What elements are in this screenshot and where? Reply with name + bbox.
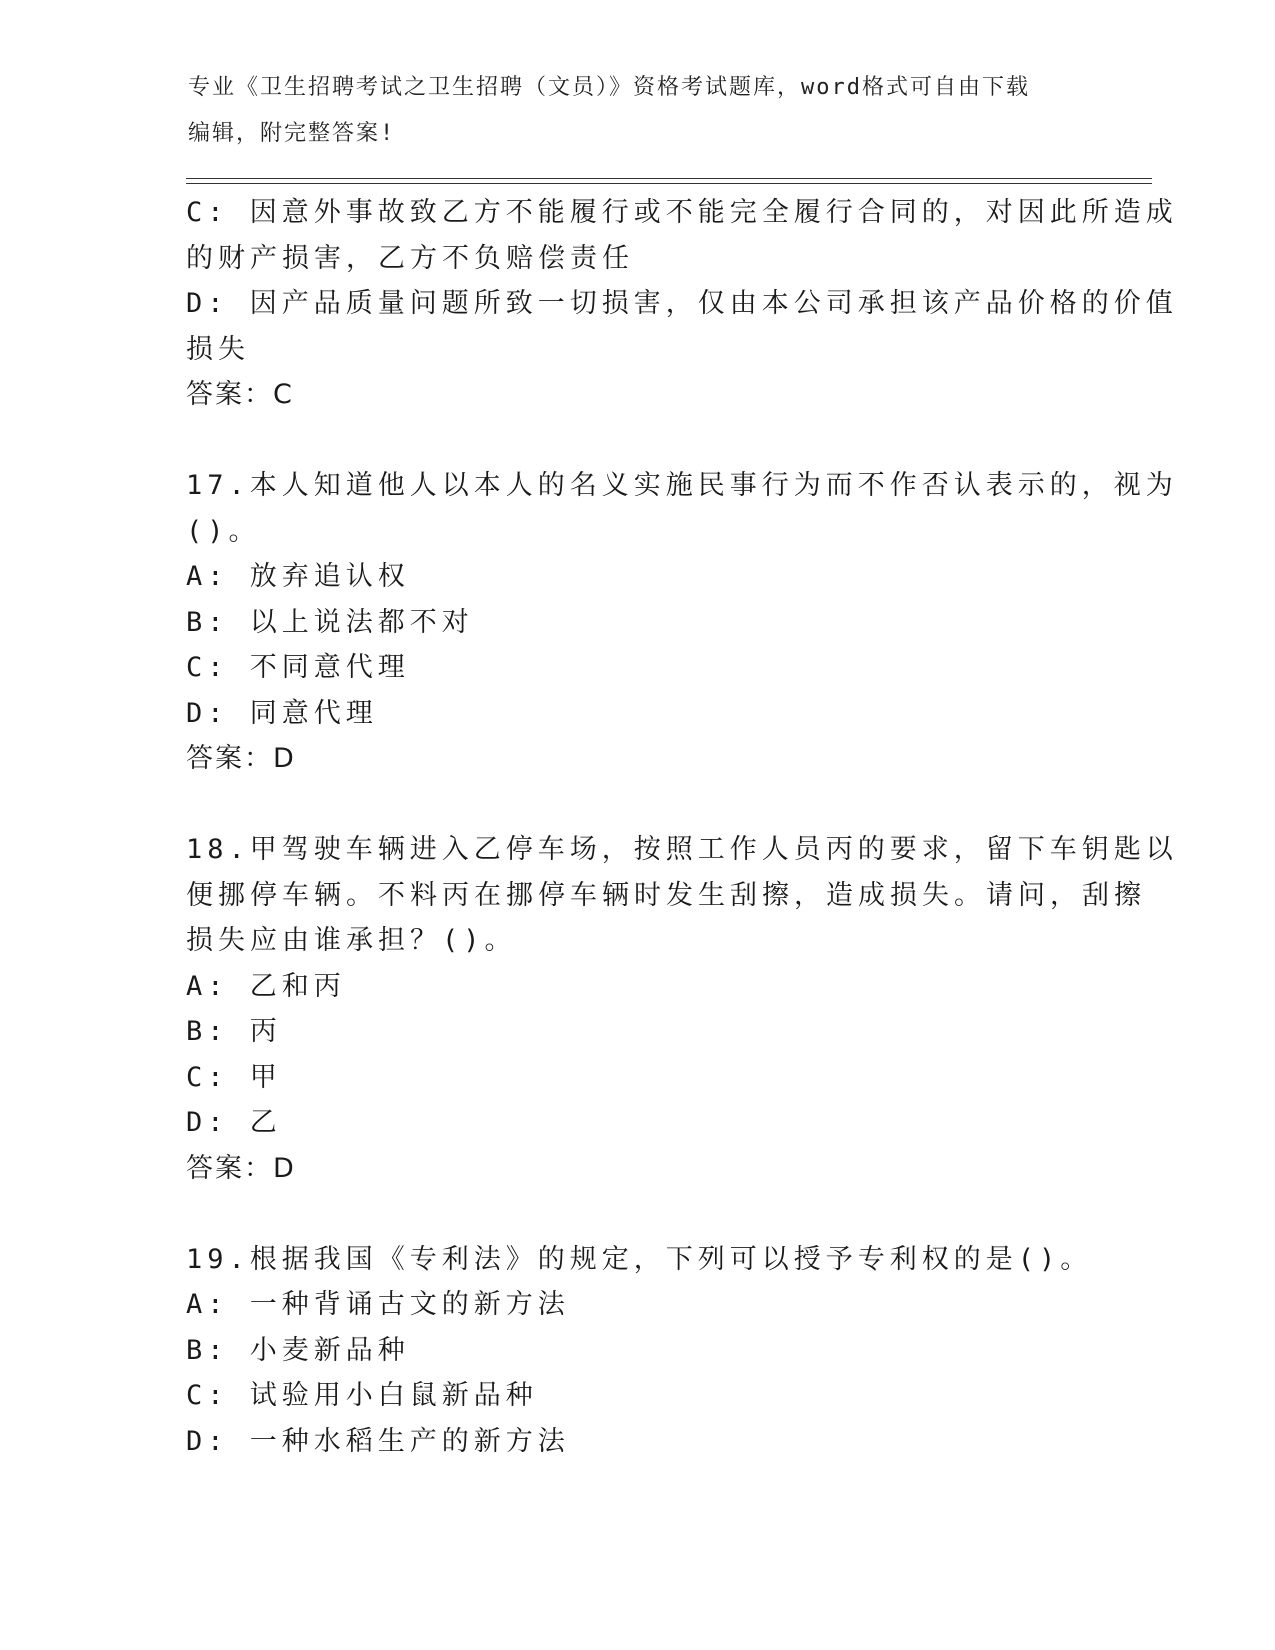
header-line-2: 编辑，附完整答案! bbox=[188, 120, 396, 146]
option-c-line-2: 的财产损害，乙方不负赔偿责任 bbox=[186, 242, 634, 274]
option-a: A: 放弃追认权 bbox=[186, 561, 410, 592]
option-d: D: 一种水稻生产的新方法 bbox=[186, 1425, 570, 1457]
document-header bbox=[188, 72, 1068, 163]
question-stem-line-2: ()。 bbox=[186, 515, 261, 547]
question-stem-line-1: 17.本人知道他人以本人的名义实施民事行为而不作否认表示的，视为 bbox=[186, 470, 1178, 501]
option-c-line-1: C: 因意外事故致乙方不能履行或不能完全履行合同的，对因此所造成 bbox=[186, 197, 1178, 228]
header-line-1: 专业《卫生招聘考试之卫生招聘（文员）》资格考试题库，word格式可自由下载 bbox=[188, 75, 1030, 100]
question-stem-line-2: 便挪停车辆。不料丙在挪停车辆时发生刮擦，造成损失。请问，刮擦 bbox=[186, 879, 1146, 911]
header-rule-top bbox=[186, 178, 1152, 179]
answer: 答案：D bbox=[186, 743, 296, 774]
question-list bbox=[186, 190, 1178, 1464]
option-b: B: 小麦新品种 bbox=[186, 1334, 410, 1366]
answer: 答案：C bbox=[186, 379, 294, 410]
option-b: B: 丙 bbox=[186, 1016, 282, 1047]
question-stem-line-1: 19.根据我国《专利法》的规定，下列可以授予专利权的是()。 bbox=[186, 1243, 1093, 1275]
option-b: B: 以上说法都不对 bbox=[186, 606, 474, 638]
question-18 bbox=[186, 827, 1178, 1191]
option-d-line-2: 损失 bbox=[186, 333, 250, 365]
spacer bbox=[186, 1191, 1086, 1237]
question-16-continued bbox=[186, 190, 1178, 418]
question-stem-line-3: 损失应由谁承担？()。 bbox=[186, 925, 517, 956]
spacer bbox=[186, 782, 1086, 828]
spacer bbox=[186, 418, 1086, 464]
option-a: A: 一种背诵古文的新方法 bbox=[186, 1289, 570, 1320]
option-d: D: 乙 bbox=[186, 1107, 282, 1138]
option-d: D: 同意代理 bbox=[186, 697, 378, 729]
header-rule-bottom bbox=[186, 183, 1152, 184]
question-19 bbox=[186, 1237, 1093, 1465]
answer: 答案：D bbox=[186, 1152, 296, 1184]
option-c: C: 不同意代理 bbox=[186, 652, 410, 683]
question-17 bbox=[186, 463, 1178, 782]
option-a: A: 乙和丙 bbox=[186, 970, 346, 1002]
option-d-line-1: D: 因产品质量问题所致一切损害，仅由本公司承担该产品价格的价值 bbox=[186, 288, 1178, 319]
option-c: C: 甲 bbox=[186, 1061, 282, 1093]
question-stem-line-1: 18.甲驾驶车辆进入乙停车场，按照工作人员丙的要求，留下车钥匙以 bbox=[186, 834, 1178, 865]
option-c: C: 试验用小白鼠新品种 bbox=[186, 1380, 538, 1411]
